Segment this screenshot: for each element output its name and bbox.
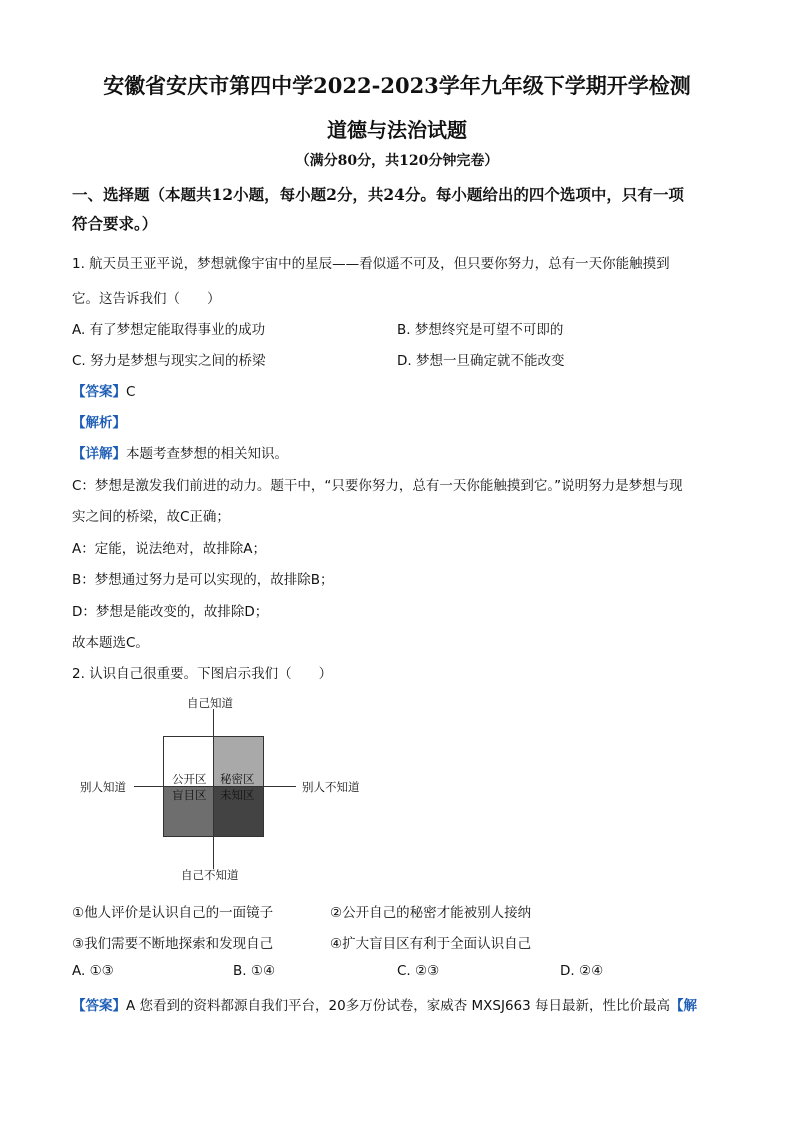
q1-exp-c-line1: C：梦想是激发我们前进的动力。题干中，“只要你努力，总有一天你能触摸到它。”说明努力是梦想与现 <box>72 478 683 494</box>
q1-answer <box>72 380 135 400</box>
q2-answer <box>72 994 724 1014</box>
q1-option-d: D. 梦想一旦确定就不能改变 <box>397 353 565 369</box>
q2-option-d: D. ②④ <box>560 963 604 979</box>
q1-exp-c-line2: 实之间的桥梁，故C正确； <box>72 509 230 525</box>
q1-exp-d: D：梦想是能改变的，故排除D； <box>72 604 269 620</box>
top-axis-label: 自己知道 <box>187 696 233 710</box>
q2-option-c: C. ②③ <box>397 963 440 979</box>
answer-tag: 【答案】 <box>72 384 126 400</box>
q1-option-c: C. 努力是梦想与现实之间的桥梁 <box>72 353 266 369</box>
right-axis-label: 别人不知道 <box>302 780 360 794</box>
detail-tag: 【详解】 <box>72 446 126 462</box>
q1-stem-line1: 1. 航天员王亚平说，梦想就像宇宙中的星辰——看似遥不可及，但只要你努力，总有一天你能触摸到 <box>72 256 670 272</box>
exam-note: （满分80分，共120分钟完卷） <box>295 153 499 169</box>
q1-conclusion: 故本题选C。 <box>72 635 149 651</box>
q1-analysis-heading <box>72 411 126 431</box>
q2-trailing-tag: 【解 <box>670 998 698 1014</box>
exam-title: 安徽省安庆市第四中学2022-2023学年九年级下学期开学检测 <box>103 73 691 98</box>
secret-area-label: 秘密区 <box>220 772 255 786</box>
blind-area-label: 盲目区 <box>172 788 207 802</box>
q2-option-a: A. ①③ <box>72 963 114 979</box>
exam-subject: 道德与法治试题 <box>327 118 467 142</box>
left-axis-label: 别人知道 <box>80 780 126 794</box>
bottom-axis-label: 自己不知道 <box>181 868 239 882</box>
q2-stem: 2. 认识自己很重要。下图启示我们（ ） <box>72 666 333 682</box>
q1-detail <box>72 442 288 462</box>
q1-option-a: A. 有了梦想定能取得事业的成功 <box>72 322 266 338</box>
q2-statement-3: ③我们需要不断地探索和发现自己 <box>72 936 274 952</box>
q2-statement-2: ②公开自己的秘密才能被别人接纳 <box>330 905 532 921</box>
q2-statement-4: ④扩大盲目区有利于全面认识自己 <box>330 936 532 952</box>
q1-exp-b: B：梦想通过努力是可以实现的，故排除B； <box>72 572 334 588</box>
open-area-label: 公开区 <box>172 772 207 786</box>
section-heading-line2: 符合要求。） <box>72 214 158 233</box>
unknown-area-label: 未知区 <box>220 788 255 802</box>
analysis-tag: 【解析】 <box>72 415 126 431</box>
q1-stem-line2: 它。这告诉我们（ ） <box>72 291 221 307</box>
detail-text: 本题考查梦想的相关知识。 <box>126 446 288 462</box>
q2-answer-tag: 【答案】 <box>72 998 126 1014</box>
section-heading-line1: 一、选择题（本题共12小题，每小题2分，共24分。每小题给出的四个选项中，只有一项 <box>72 185 684 204</box>
johari-window-diagram <box>76 693 376 883</box>
answer-value: C <box>126 384 136 400</box>
q2-statement-1: ①他人评价是认识自己的一面镜子 <box>72 905 274 921</box>
q2-answer-text: A 您看到的资料都源自我们平台，20多万份试卷，家威杏 MXSJ663 每日最新，性比价最高 <box>126 998 671 1014</box>
q2-option-b: B. ①④ <box>233 963 276 979</box>
q1-exp-a: A：定能，说法绝对，故排除A； <box>72 541 266 557</box>
q1-option-b: B. 梦想终究是可望不可即的 <box>397 322 564 338</box>
